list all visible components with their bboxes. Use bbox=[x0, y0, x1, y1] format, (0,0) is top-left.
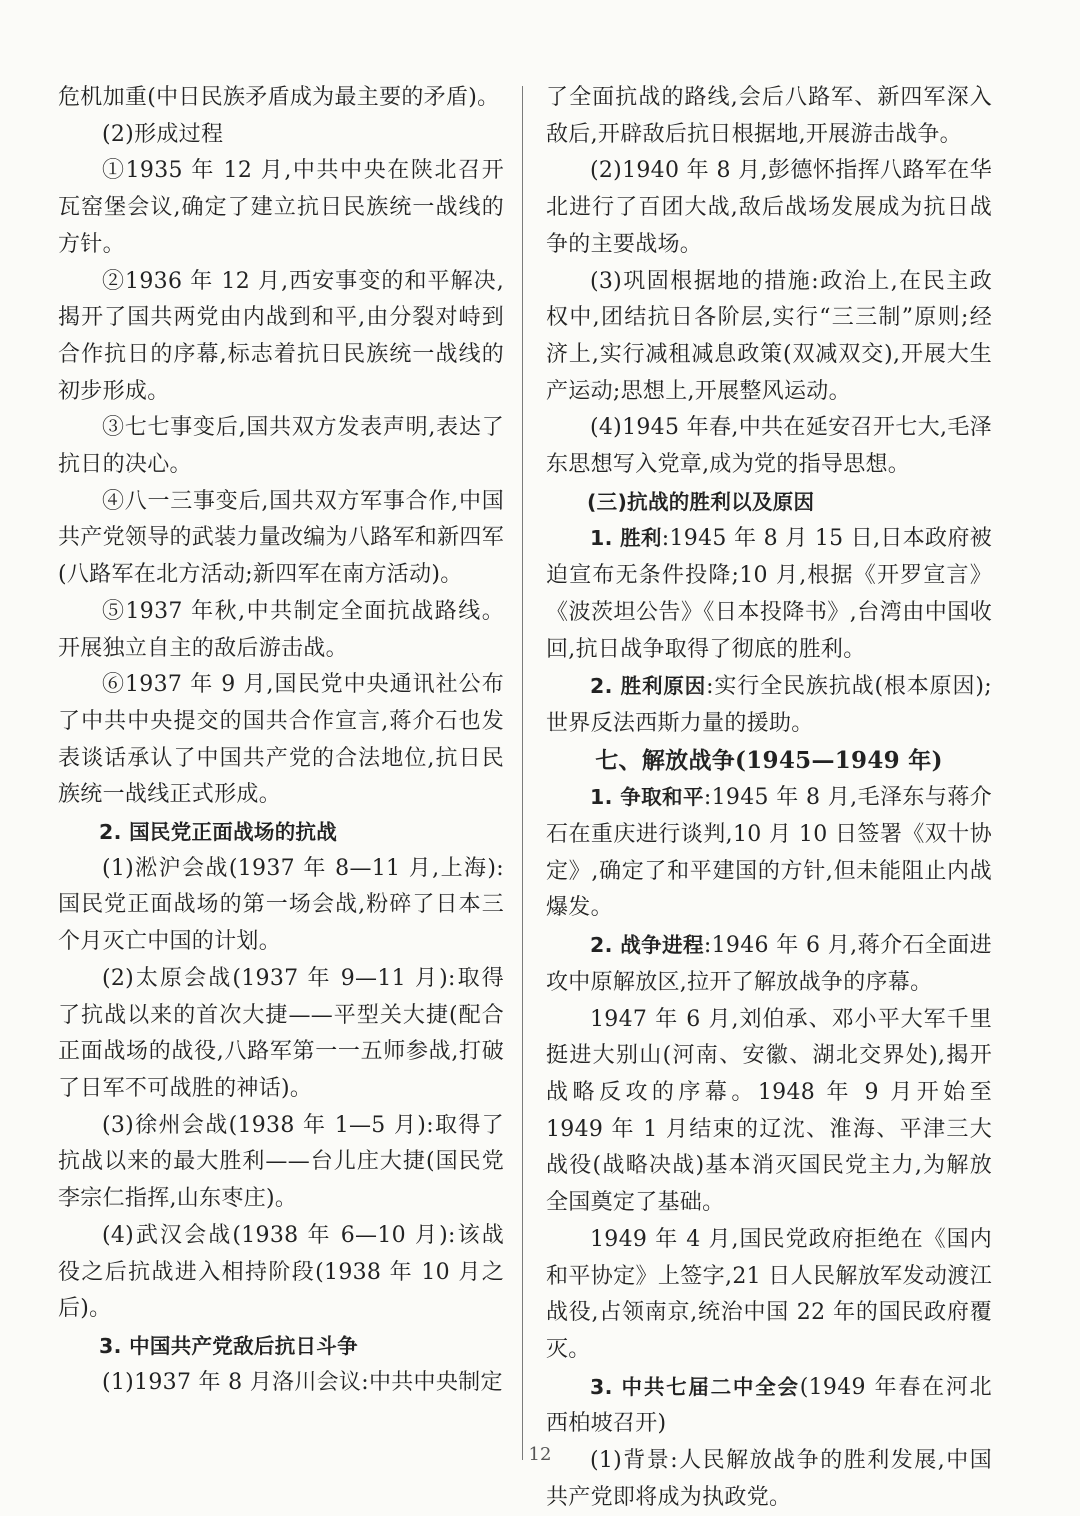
paragraph bbox=[546, 779, 992, 927]
paragraph-lead: 1. 争取和平 bbox=[590, 785, 704, 810]
paragraph: (4)武汉会战(1938 年 6—10 月):该战役之后抗战进入相持阶段(1938 年 10 月之后)。 bbox=[58, 1222, 504, 1322]
paragraph: ④八一三事变后,国共双方军事合作,中国共产党领导的武装力量改编为八路军和新四军(八路军在北方活动;新四军在南方活动)。 bbox=[58, 488, 505, 588]
paragraph: ②1936 年 12 月,西安事变的和平解决,揭开了国共两党由内战到和平,由分裂对峙到合作抗日的序幕,标志着抗日民族统一战线的初步形成。 bbox=[58, 268, 504, 404]
paragraph: (2)1940 年 8 月,彭德怀指挥八路军在华北进行了百团大战,敌后战场发展成为抗日战争的主要战场。 bbox=[546, 158, 992, 257]
section-heading: 2. 国民党正面战场的抗战 bbox=[99, 820, 338, 845]
paragraph bbox=[546, 927, 992, 1001]
paragraph bbox=[546, 1369, 992, 1443]
paragraph: 危机加重(中日民族矛盾成为最主要的矛盾)。 bbox=[58, 85, 500, 110]
paragraph: (2)太原会战(1937 年 9—11 月):取得了抗战以来的首次大捷——平型关大捷(配合正面战场的战役,八路军第一一五师参战,打破了日军不可战胜的神话)。 bbox=[58, 965, 504, 1101]
paragraph-lead: 3. 中共七届二中全会 bbox=[590, 1374, 800, 1399]
paragraph: (1)1937 年 8 月洛川会议:中共中央制定 bbox=[102, 1369, 503, 1395]
paragraph-lead: 2. 战争进程 bbox=[590, 933, 704, 958]
paragraph: (3)巩固根据地的措施:政治上,在民主政权中,团结抗日各阶层,实行“三三制”原则;经济上,实行减租减息政策(双减双交),开展大生产运动;思想上,开展整风运动。 bbox=[546, 268, 992, 404]
paragraph: (1)淞沪会战(1937 年 8—11 月,上海):国民党正面战场的第一场会战,粉碎了日本三个月灭亡中国的计划。 bbox=[58, 855, 504, 955]
right-column bbox=[546, 80, 992, 1516]
paragraph: 1949 年 4 月,国民党政府拒绝在《国内和平协定》上签字,21 日人民解放军发动渡江战役,占领南京,统治中国 22 年的国民政府覆灭。 bbox=[546, 1226, 992, 1362]
paragraph: ⑤1937 年秋,中共制定全面抗战路线。开展独立自主的敌后游击战。 bbox=[58, 598, 504, 661]
section-heading: 3. 中国共产党敌后抗日斗争 bbox=[99, 1333, 358, 1358]
paragraph-text: :1946 年 6 月,蒋介石全面进攻中原解放区,拉开了解放战争的序幕。 bbox=[546, 933, 992, 995]
paragraph bbox=[546, 520, 992, 668]
paragraph-lead: 1. 胜利 bbox=[590, 526, 662, 551]
paragraph: 1947 年 6 月,刘伯承、邓小平大军千里挺进大别山(河南、安徽、湖北交界处),揭开战略反攻的序幕。1948 年 9 月开始至 1949 年 1 月结束的辽沈、淮海、平津三大战役(战略决战)基本消灭国民党主力,为解放全国奠定了基础。 bbox=[546, 1006, 992, 1216]
left-column bbox=[58, 80, 504, 1401]
paragraph-text: :1945 年 8 月,毛泽东与蒋介石在重庆进行谈判,10 月 10 日签署《双十协定》,确定了和平建国的方针,但未能阻止内战爆发。 bbox=[546, 785, 992, 921]
paragraph-lead: 2. 胜利原因 bbox=[590, 674, 707, 699]
paragraph: ①1935 年 12 月,中共中央在陕北召开瓦窑堡会议,确定了建立抗日民族统一战线的方针。 bbox=[58, 158, 504, 257]
paragraph bbox=[546, 668, 992, 742]
section-heading: (三)抗战的胜利以及原因 bbox=[587, 489, 815, 514]
paragraph: (1)背景:人民解放战争的胜利发展,中国共产党即将成为执政党。 bbox=[546, 1448, 992, 1510]
page-number: 12 bbox=[528, 1444, 552, 1465]
paragraph: ⑥1937 年 9 月,国民党中央通讯社公布了中共中央提交的国共合作宣言,蒋介石也发表谈话承认了中国共产党的合法地位,抗日民族统一战线正式形成。 bbox=[58, 672, 504, 808]
paragraph: 了全面抗战的路线,会后八路军、新四军深入敌后,开辟敌后抗日根据地,开展游击战争。 bbox=[546, 85, 992, 147]
paragraph: (3)徐州会战(1938 年 1—5 月):取得了抗战以来的最大胜利——台儿庄大捷(国民党李宗仁指挥,山东枣庄)。 bbox=[58, 1112, 504, 1212]
paragraph: (2)形成过程 bbox=[102, 121, 224, 147]
paragraph-text: (1949 年春在河北西柏坡召开) bbox=[546, 1374, 992, 1437]
column-divider bbox=[522, 86, 523, 1460]
paragraph: ③七七事变后,国共双方发表声明,表达了抗日的决心。 bbox=[58, 415, 504, 478]
chapter-heading: 七、解放战争(1945—1949 年) bbox=[595, 746, 943, 774]
paragraph-text: :实行全民族抗战(根本原因);世界反法西斯力量的援助。 bbox=[546, 674, 992, 736]
paragraph-text: :1945 年 8 月 15 日,日本政府被迫宣布无条件投降;10 月,根据《开罗宣言》《波茨坦公告》《日本投降书》,台湾由中国收回,抗日战争取得了彻底的胜利。 bbox=[546, 526, 992, 662]
paragraph: (4)1945 年春,中共在延安召开七大,毛泽东思想写入党章,成为党的指导思想。 bbox=[546, 415, 992, 478]
